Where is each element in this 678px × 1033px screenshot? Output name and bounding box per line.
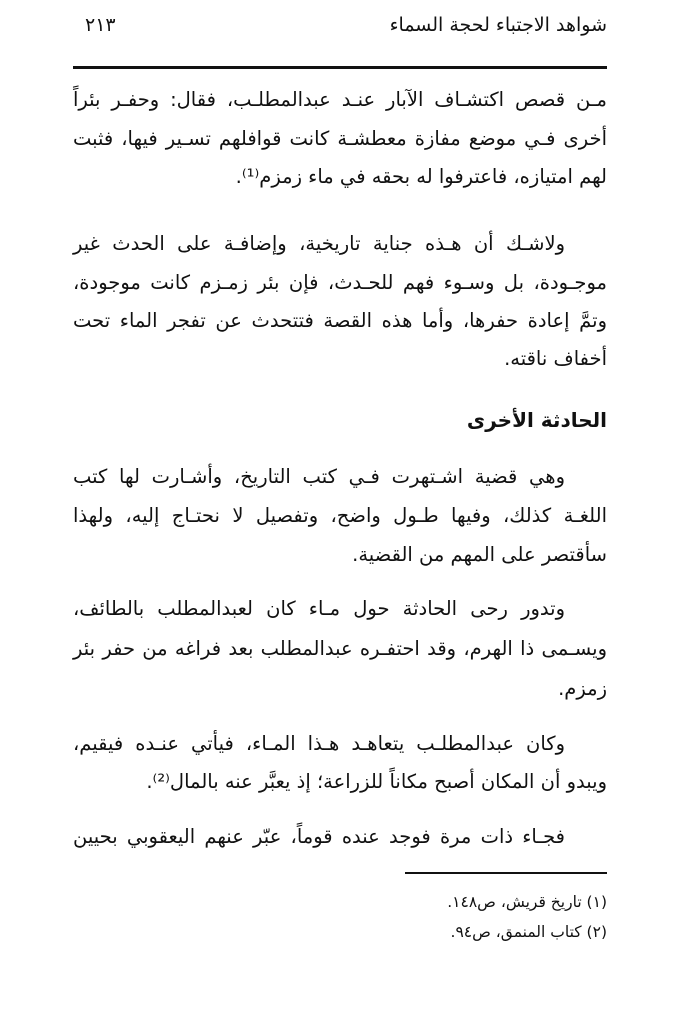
- paragraph-4-line-1: وتدور رحى الحادثة حول مـاء كان لعبدالمطلب بالطائف،: [73, 597, 565, 620]
- paragraph-3-line-1: وهي قضية اشـتهرت فـي كتب التاريخ، وأشـارت لها كتب: [73, 465, 565, 488]
- paragraph-1-line-3: لهم امتيازه، فاعترفوا له بحقه في ماء زمزم⁽¹⁾.: [235, 165, 607, 188]
- page-header: [73, 8, 607, 48]
- paragraph-4-line-3: زمزم.: [558, 677, 607, 700]
- footnote-1: (١) تاريخ قريش، ص١٤٨.: [447, 893, 607, 911]
- paragraph-2-line-2: موجـودة، بل وسـوء فهم للحـدث، فإن بئر زمـزم كانت موجودة،: [73, 271, 607, 294]
- paragraph-2-line-4: أخفاف ناقته.: [504, 347, 607, 370]
- section-heading: الحادثة الأخرى: [466, 408, 607, 432]
- paragraph-1-line-2: أخرى فـي موضع مفازة معطشـة كانت قوافلهم تسـير فيها، فثبت: [73, 127, 607, 150]
- paragraph-2-line-3: وتمَّ إعادة حفرها، وأما هذه القصة فتتحدث عن تفجر الماء تحت: [73, 309, 607, 332]
- header-rule: [73, 66, 607, 69]
- paragraph-6-line-1: فجـاء ذات مرة فوجد عنده قوماً، عبّر عنهم اليعقوبي بحيين: [73, 825, 565, 848]
- paragraph-5-line-2: ويبدو أن المكان أصبح مكاناً للزراعة؛ إذ يعبَّر عنه بالمال⁽²⁾.: [146, 770, 607, 793]
- paragraph-3-line-3: سأقتصر على المهم من القضية.: [352, 543, 607, 566]
- footnote-rule: [405, 872, 607, 874]
- paragraph-3-line-2: اللغـة كذلك، وفيها طـول واضح، وتفصيل لا نحتـاج إليه، ولهذا: [73, 504, 607, 527]
- page-number: ٢١٣: [85, 14, 116, 36]
- running-title: شواهد الاجتباء لحجة السماء: [389, 14, 607, 36]
- paragraph-5-line-1: وكان عبدالمطلـب يتعاهـد هـذا المـاء، فيأتي عنـده فيقيم،: [73, 732, 565, 755]
- footnote-2: (٢) كتاب المنمق، ص٩٤.: [450, 923, 607, 941]
- paragraph-4-line-2: ويسـمى ذا الهرم، وقد احتفـره عبدالمطلب بعد فراغه من حفر بئر: [73, 637, 607, 660]
- paragraph-2-line-1: ولاشـك أن هـذه جناية تاريخية، وإضافـة على الحدث غير: [73, 232, 565, 255]
- paragraph-1-line-1: مـن قصص اكتشـاف الآبار عنـد عبدالمطلـب، فقال: وحفـر بئراً: [73, 88, 607, 111]
